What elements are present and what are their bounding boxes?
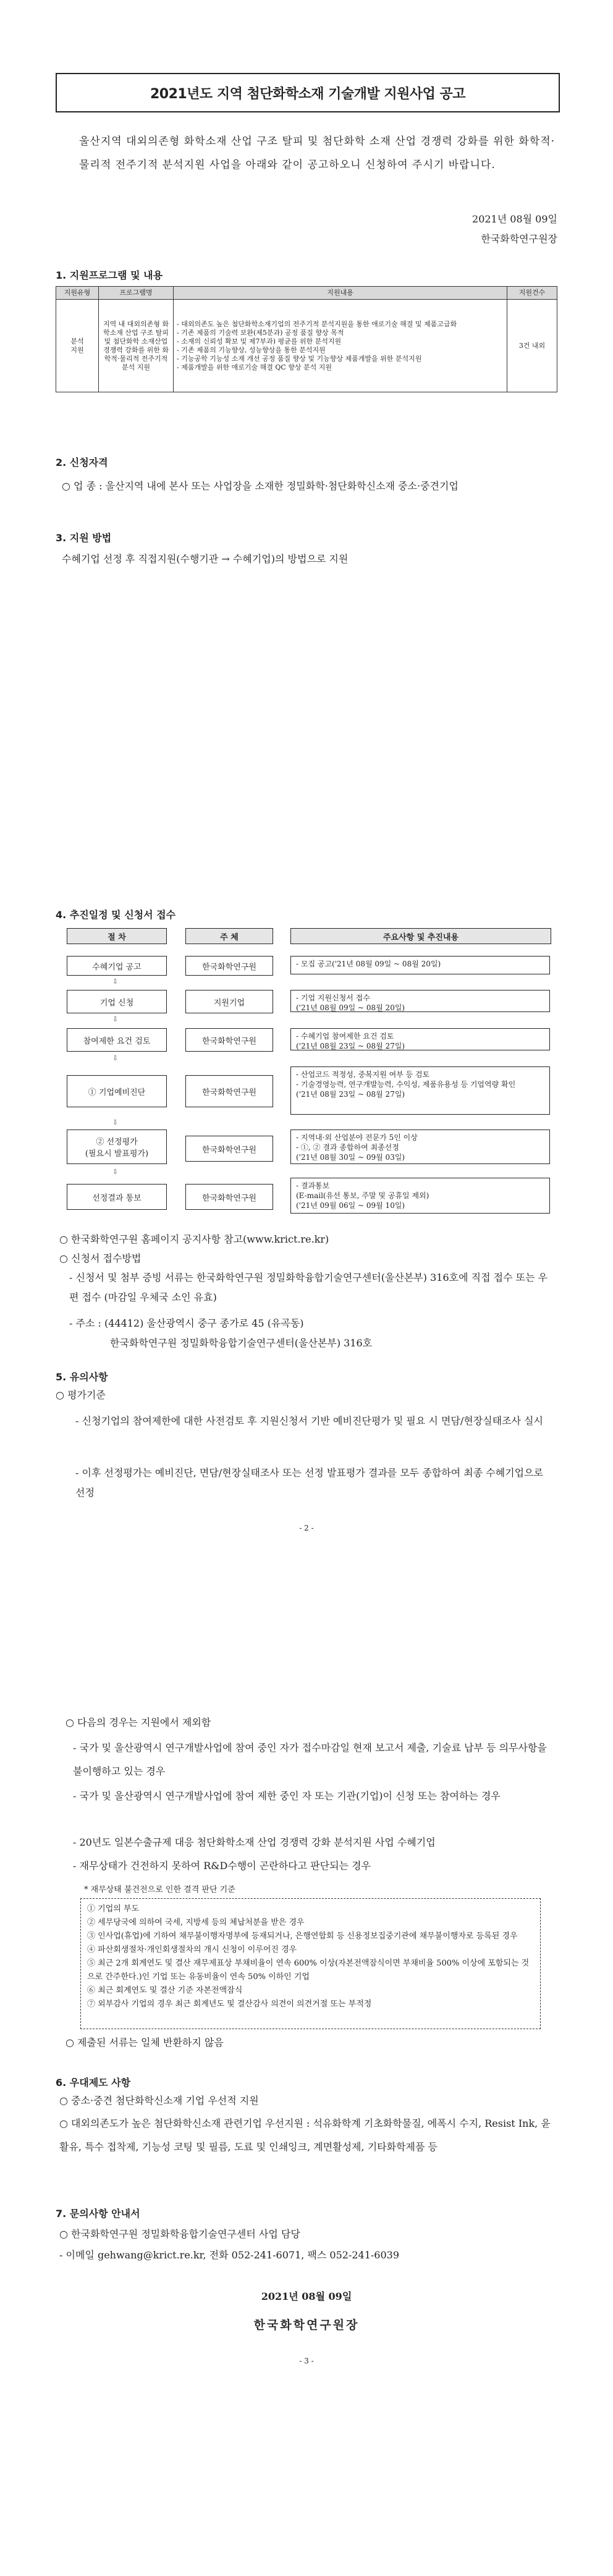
criteria-box [80,1898,541,2029]
flow-col-step: 절 차 [67,928,167,944]
content-line: - 제품개발을 위한 애로기술 해결 QC 향상 분석 지원 [177,363,332,371]
content-line: - 소재의 신뢰성 확보 및 제7부과) 평균를 위한 분석지원 [177,337,342,345]
content-line: - 대외의존도 높은 첨단화학소재기업의 전주기적 분석지원을 통한 애로기술 해결 및 제품고급화 [177,319,457,328]
eval-criteria-heading: ○ 평가기준 [56,1389,106,1401]
address-line: - 주소 : (44412) 울산광역시 중구 종가로 45 (유곡동) [69,1317,304,1329]
flow-who: 지원기업 [185,990,273,1013]
section-7-heading: 7. 문의사항 안내서 [56,2208,140,2219]
flow-col-who: 주 체 [185,928,273,944]
return-note: ○ 제출된 서류는 일체 반환하지 않음 [66,2037,224,2048]
address-detail: 한국화학연구원 정밀화학융합기술연구센터(울산본부) 316호 [110,1337,373,1349]
arrow-down-icon: ⇩ [112,1168,119,1176]
section-2-heading: 2. 신청자격 [56,457,108,468]
exclusion-item: - 재무상태가 건전하지 못하여 R&D수행이 곤란하다고 판단되는 경우 [73,1860,371,1872]
intro-text: 울산지역 대외의존형 화학소재 산업 구조 탈피 및 첨단화학 소재 산업 경쟁력 강화를 위한 화학적·물리적 전주기적 분석지원 사업을 아래와 같이 공고하오니 신청하여 주시기 바랍니다. [79,135,555,171]
closing-org: 한국화학연구원장 [253,2318,360,2332]
flow-step: 기업 신청 [67,990,167,1013]
program-table [56,286,557,392]
section-4-heading: 4. 추진일정 및 신청서 접수 [56,909,176,921]
preference-item: ○ 중소·중견 첨단화학신소재 기업 우선적 지원 [59,2095,259,2106]
flow-desc: - 지역내·외 산업분야 전문가 5인 이상 - ①, ② 결과 종합하여 최종선정 ('21년 08월 30일 ~ 09월 03일) [290,1130,550,1164]
flow-who: 한국화학연구원 [185,956,273,976]
td-count: 3건 내외 [507,300,557,392]
flow-who: 한국화학연구원 [185,1075,273,1107]
flow-desc: - 모집 공고('21년 08월 09일 ~ 08월 20일) [290,956,550,974]
arrow-down-icon: ⇩ [112,978,119,986]
td-program: 지역 내 대외의존형 화학소재 산업 구조 탈피 및 첨단화학 소재산업 경쟁력 강화를 위한 화학적·물리적 전주기적 분석 지원 [99,300,174,392]
td-contents [174,300,507,392]
arrow-down-icon: ⇩ [112,1015,119,1023]
eval-item: - 이후 선정평가는 예비진단, 면담/현장실태조사 또는 선정 발표평가 결과를 모두 종합하여 최종 수혜기업으로 선정 [75,1467,543,1498]
method-text: 수혜기업 선정 후 직접지원(수행기관 → 수혜기업)의 방법으로 지원 [62,553,349,565]
eval-item: - 신청기업의 참여제한에 대한 사전검토 후 지원신청서 기반 예비진단평가 및 필요 시 면담/현장실태조사 실시 [75,1415,543,1427]
th-type: 지원유형 [56,287,99,300]
exclusion-item: - 국가 및 울산광역시 연구개발사업에 참여 중인 자가 접수마감일 현재 보고서 제출, 기술료 납부 등 의무사항을 불이행하고 있는 경우 [73,1742,547,1777]
flow-step: ② 선정평가 (필요시 발표평가) [67,1130,167,1164]
content-line: - 기존 제품의 기술력 보완(제5분과) 공정 품질 향상 목적 [177,328,344,337]
flow-step: 수혜기업 공고 [67,956,167,976]
page-title: 2021년도 지역 첨단화학소재 기술개발 지원사업 공고 [56,73,560,112]
announce-date: 2021년 08월 09일 [472,213,557,225]
arrow-down-icon: ⇩ [112,1054,119,1062]
apply-method-text: - 신청서 및 첨부 증빙 서류는 한국화학연구원 정밀화학융합기술연구센터(울산본부) 316호에 직접 접수 또는 우편 접수 (마감일 우체국 소인 유효) [69,1272,548,1303]
announce-org: 한국화학연구원장 [481,233,557,245]
contact-item: - 이메일 gehwang@krict.re.kr, 전화 052-241-6071, 팩스 052-241-6039 [59,2249,400,2261]
th-count: 지원건수 [507,287,557,300]
th-contents: 지원내용 [174,287,507,300]
page-number: - 3 - [299,2357,314,2365]
flow-step: 선정결과 통보 [67,1184,167,1210]
flow-step: 참여제한 요건 검토 [67,1028,167,1052]
homepage-note: ○ 한국화학연구원 홈페이지 공지사항 참고(www.krict.re.kr) [59,1233,329,1245]
exclusion-heading: ○ 다음의 경우는 지원에서 제외함 [66,1717,211,1728]
flow-who: 한국화학연구원 [185,1028,273,1052]
apply-method-heading: ○ 신청서 접수방법 [59,1252,142,1264]
flow-col-desc: 주요사항 및 추진내용 [290,928,551,944]
criteria-item: ③ 인사업(휴업)에 기하여 채무불이행자명부에 등재되거나, 은행연합회 등 신용정보집중기관에 채무불이행자로 등록된 경우 [87,1932,518,1941]
content-line: - 기존 제품의 기능향상, 성능향상을 통한 분석지원 [177,345,326,354]
arrow-down-icon: ⇩ [112,1118,119,1126]
criteria-item: ① 기업의 부도 [87,1904,140,1914]
flow-step: ① 기업예비진단 [67,1075,167,1107]
eligibility-text: ○ 업 종 : 울산지역 내에 본사 또는 사업장을 소재한 정밀화학·첨단화학신소재 중소·중견기업 [62,480,459,492]
closing-date: 2021년 08월 09일 [261,2291,352,2302]
contact-item: ○ 한국화학연구원 정밀화학융합기술연구센터 사업 담당 [59,2228,300,2240]
flow-desc: - 결과통보 (E-mail(유선 통보, 주말 및 공휴일 제외) ('21년 09월 06일 ~ 09월 10일) [290,1178,550,1214]
th-program: 프로그램명 [99,287,174,300]
preference-item: ○ 대외의존도가 높은 첨단화학신소재 관련기업 우선지원 : 석유화학계 기초화학물질, 에폭시 수지, Resist Ink, 윤활유, 특수 접착제, 기능성 코팅 및 필름, 도료 및 인쇄잉크, 계면활성제, 기타화학제품 등 [59,2118,551,2153]
section-1-heading: 1. 지원프로그램 및 내용 [56,269,163,281]
criteria-item: ⑥ 최근 회계연도 및 결산 기준 자본전액잠식 [87,1986,243,1995]
criteria-item: ⑦ 외부감사 기업의 경우 최근 회계년도 및 결산감사 의견이 의견거절 또는 부적정 [87,2000,372,2009]
flow-who: 한국화학연구원 [185,1136,273,1162]
flow-desc: - 수혜기업 참여제한 요건 검토 ('21년 08월 23일 ~ 08월 27일) [290,1028,550,1050]
criteria-item: ② 세무당국에 의하여 국세, 지방세 등의 체납처분을 받은 경우 [87,1918,305,1927]
section-3-heading: 3. 지원 방법 [56,532,112,544]
flow-who: 한국화학연구원 [185,1184,273,1210]
criteria-item: ⑤ 최근 2개 회계연도 및 결산 재무제표상 부채비율이 연속 600% 이상(자본전액잠식이면 부채비율 500% 이상에 포함되는 것으로 간주한다.)인 기업 또는 유동비율이 연속 50% 이하인 기업 [87,1959,530,1982]
criteria-item: ④ 파산회생절차·개인회생절차의 개시 신청이 이루어진 경우 [87,1945,297,1954]
flow-desc: - 기업 지원신청서 접수 ('21년 08월 09일 ~ 08월 20일) [290,990,550,1012]
exclusion-item: - 20년도 일본수출규제 대응 첨단화학소재 산업 경쟁력 강화 분석지원 사업 수혜기업 [73,1836,436,1848]
page-number: - 2 - [299,1524,314,1532]
flow-desc: - 산업코드 적정성, 중복지원 여부 등 검토 - 기술경영능력, 연구개발능력, 수익성, 제품유용성 등 기업역량 확인 ('21년 08월 23일 ~ 08월 27일) [290,1066,550,1115]
section-6-heading: 6. 우대제도 사항 [56,2077,131,2088]
criteria-title: * 재무상태 불건전으로 인한 결격 판단 기준 [84,1885,235,1894]
exclusion-item: - 국가 및 울산광역시 연구개발사업에 참여 제한 중인 자 또는 기관(기업)이 신청 또는 참여하는 경우 [73,1790,501,1802]
td-type: 분석 지원 [56,300,99,392]
section-5-heading: 5. 유의사항 [56,1371,108,1383]
content-line: - 기능공학 기능성 소재 개선 공정 품질 향상 및 기능향상 제품개발을 위한 분석지원 [177,354,422,363]
